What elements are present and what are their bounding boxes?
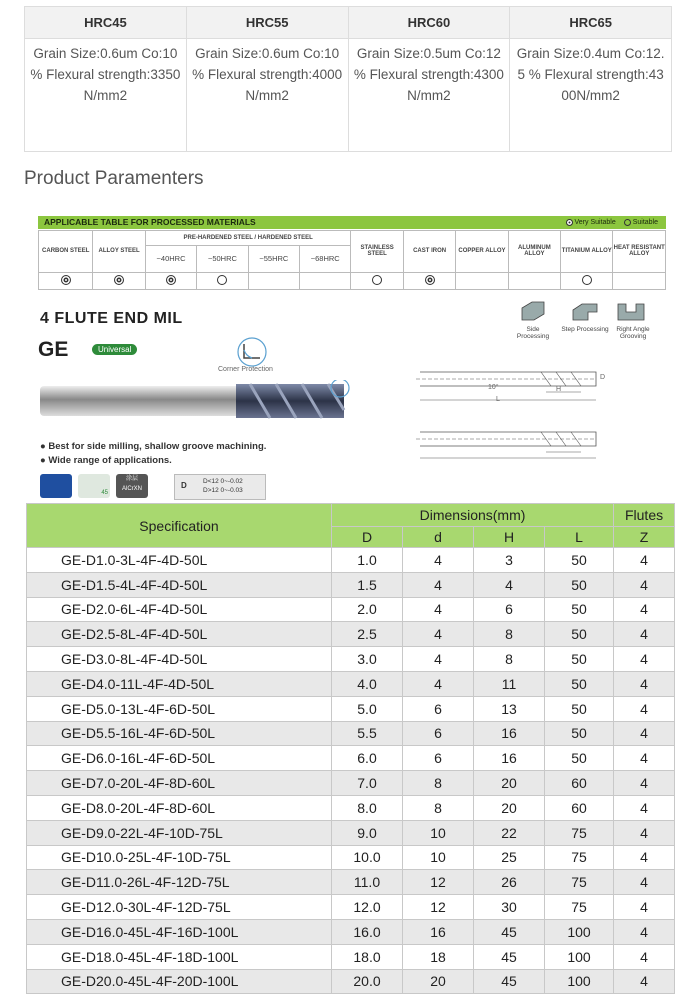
table-row: [27, 944, 675, 969]
spec-value-cell: 7.0: [332, 771, 403, 796]
spec-col-header: Z: [614, 527, 675, 548]
spec-name-cell: GE-D9.0-22L-4F-10D-75L: [27, 820, 332, 845]
spec-value-cell: 4: [614, 746, 675, 771]
table-row: [27, 671, 675, 696]
table-row: [27, 647, 675, 672]
spec-name-cell: GE-D4.0-11L-4F-4D-50L: [27, 671, 332, 696]
tolerance-symbol: D: [181, 481, 187, 490]
legend-very-suitable: Very Suitable: [574, 219, 616, 226]
spec-name-cell: GE-D20.0-45L-4F-20D-100L: [27, 969, 332, 994]
drawing-h-label: H: [556, 386, 562, 393]
spec-value-cell: 3: [474, 548, 545, 573]
spec-value-cell: 2.5: [332, 622, 403, 647]
material-heat-resistant: HEAT RESISTANT ALLOY: [613, 231, 666, 273]
spec-value-cell: 6: [403, 721, 474, 746]
very-suitable-icon: [566, 219, 573, 226]
spec-value-cell: 100: [545, 944, 614, 969]
table-row: [27, 895, 675, 920]
table-row: [27, 919, 675, 944]
spec-value-cell: 75: [545, 870, 614, 895]
table-row: [27, 721, 675, 746]
coating-label: AlCrXN: [121, 486, 142, 492]
spec-value-cell: 4: [614, 771, 675, 796]
table-row: [27, 622, 675, 647]
spec-value-cell: 4: [614, 721, 675, 746]
spec-value-cell: 10: [403, 820, 474, 845]
spec-value-cell: 12: [403, 895, 474, 920]
spec-value-cell: 45: [474, 969, 545, 994]
step-processing-icon: [570, 300, 600, 324]
spec-value-cell: 100: [545, 919, 614, 944]
spec-value-cell: 50: [545, 622, 614, 647]
material-hrc50: ~50HRC: [197, 245, 248, 272]
tolerance-line: D>12 0~-0.03: [203, 487, 243, 494]
spec-value-cell: 13: [474, 696, 545, 721]
table-row: [27, 870, 675, 895]
bullet-text: Best for side milling, shallow groove machining.: [48, 441, 267, 452]
spec-value-cell: 5.5: [332, 721, 403, 746]
spec-value-cell: 22: [474, 820, 545, 845]
applicable-table-title: APPLICABLE TABLE FOR PROCESSED MATERIALS: [44, 217, 256, 227]
spec-header-dimensions: Dimensions(mm): [332, 504, 614, 527]
suitability-legend: [560, 216, 659, 229]
spec-value-cell: 20.0: [332, 969, 403, 994]
bullet-item: ● Best for side milling, shallow groove machining.: [40, 441, 267, 452]
spec-name-cell: GE-D5.5-16L-4F-6D-50L: [27, 721, 332, 746]
spec-value-cell: 11.0: [332, 870, 403, 895]
hrc-cell-text: Grain Size:0.5um Co:12 % Flexural strength:4300N/mm2: [353, 46, 504, 103]
table-row: [27, 548, 675, 573]
spec-value-cell: 100: [545, 969, 614, 994]
material-copper: COPPER ALLOY: [456, 231, 508, 273]
technical-drawing-icon: [406, 364, 646, 464]
spec-value-cell: 4: [614, 845, 675, 870]
spec-value-cell: 50: [545, 721, 614, 746]
suitability-cell: [508, 272, 560, 289]
table-row: [27, 969, 675, 994]
process-label: Step Processing: [561, 326, 609, 333]
spec-value-cell: 3.0: [332, 647, 403, 672]
process-label: Side Processing: [516, 326, 550, 340]
hrc-cell: [186, 39, 348, 152]
spec-value-cell: 10.0: [332, 845, 403, 870]
spec-value-cell: 50: [545, 572, 614, 597]
table-row: [27, 597, 675, 622]
very-suitable-icon: [61, 275, 71, 285]
spec-value-cell: 4: [614, 944, 675, 969]
spec-value-cell: 18: [403, 944, 474, 969]
table-row: [27, 572, 675, 597]
table-row: [27, 795, 675, 820]
side-processing-icon: [518, 300, 548, 324]
spec-value-cell: 4: [614, 795, 675, 820]
spec-value-cell: 50: [545, 746, 614, 771]
feature-bullets: [40, 440, 266, 468]
drawing-d-label: D: [600, 374, 606, 381]
material-titanium: TITANIUM ALLOY: [561, 231, 613, 273]
spec-value-cell: 4: [614, 647, 675, 672]
right-angle-grooving-icon: [616, 300, 646, 324]
materials-table: [38, 230, 666, 290]
hrc-cell: [510, 39, 672, 152]
corner-protection-label: Corner Protection: [218, 366, 273, 373]
very-suitable-icon: [114, 275, 124, 285]
spec-value-cell: 4: [614, 919, 675, 944]
spec-value-cell: 6: [403, 696, 474, 721]
spec-name-cell: GE-D2.5-8L-4F-4D-50L: [27, 622, 332, 647]
hrc-cell: [348, 39, 510, 152]
spec-value-cell: 9.0: [332, 820, 403, 845]
legend-suitable: Suitable: [632, 219, 658, 226]
spec-value-cell: 30: [474, 895, 545, 920]
spec-value-cell: 6: [403, 746, 474, 771]
helix-angle-value: 45: [101, 490, 108, 496]
spec-value-cell: 4: [614, 597, 675, 622]
spec-value-cell: 50: [545, 647, 614, 672]
spec-value-cell: 50: [545, 696, 614, 721]
spec-value-cell: 16: [403, 919, 474, 944]
tolerance-line: D<12 0~-0.02: [203, 478, 243, 485]
material-prehardened: PRE-HARDENED STEEL / HARDENED STEEL: [145, 231, 351, 246]
spec-col-header: L: [545, 527, 614, 548]
spec-value-cell: 20: [474, 771, 545, 796]
spec-value-cell: 16: [474, 721, 545, 746]
hrc-cell: [25, 39, 187, 152]
spec-header-specification: Specification: [27, 504, 332, 548]
suitability-cell: [613, 272, 666, 289]
spec-value-cell: 4: [403, 597, 474, 622]
spec-value-cell: 18.0: [332, 944, 403, 969]
spec-value-cell: 16: [474, 746, 545, 771]
spec-value-cell: 20: [474, 795, 545, 820]
material-aluminum: ALUMINUM ALLOY: [508, 231, 560, 273]
spec-value-cell: 6: [474, 597, 545, 622]
material-castiron: CAST IRON: [403, 231, 455, 273]
spec-value-cell: 1.0: [332, 548, 403, 573]
spec-col-header: H: [474, 527, 545, 548]
spec-value-cell: 4: [614, 969, 675, 994]
material-carbon: CARBON STEEL: [39, 231, 93, 273]
suitable-icon: [372, 275, 382, 285]
suitability-cell: [403, 272, 455, 289]
helix-angle-icon: [78, 474, 110, 498]
suitability-cell: [197, 272, 248, 289]
feature-icons: [40, 474, 148, 498]
series-name: GE: [38, 338, 69, 361]
spec-col-header: d: [403, 527, 474, 548]
very-suitable-icon: [425, 275, 435, 285]
spec-value-cell: 2.0: [332, 597, 403, 622]
spec-value-cell: 1.5: [332, 572, 403, 597]
spec-name-cell: GE-D1.0-3L-4F-4D-50L: [27, 548, 332, 573]
spec-value-cell: 60: [545, 771, 614, 796]
four-flute-icon: [40, 474, 72, 498]
universal-badge: Universal: [92, 344, 137, 355]
spec-name-cell: GE-D16.0-45L-4F-16D-100L: [27, 919, 332, 944]
end-mill-photo-icon: [40, 380, 350, 424]
spec-value-cell: 45: [474, 919, 545, 944]
drawing-angle-label: 10°: [488, 384, 499, 391]
suitability-cell: [248, 272, 299, 289]
spec-value-cell: 4: [403, 671, 474, 696]
coating-top-label: 涂层: [125, 476, 138, 482]
suitability-cell: [39, 272, 93, 289]
suitable-icon: [624, 219, 631, 226]
product-catalog-image: [26, 204, 674, 504]
spec-value-cell: 8.0: [332, 795, 403, 820]
spec-value-cell: 8: [474, 647, 545, 672]
hrc-cell-text: Grain Size:0.6um Co:10 % Flexural strength:4000N/mm2: [192, 46, 343, 103]
process-label: Right Angle Grooving: [616, 326, 650, 340]
spec-value-cell: 75: [545, 820, 614, 845]
bullet-text: Wide range of applications.: [48, 455, 172, 466]
material-hrc68: ~68HRC: [300, 245, 351, 272]
suitability-cell: [561, 272, 613, 289]
spec-value-cell: 50: [545, 671, 614, 696]
hrc-cell-text: Grain Size:0.4um Co:12.5 % Flexural strength:4300N/mm2: [516, 46, 665, 103]
table-row: [27, 771, 675, 796]
hrc-header: HRC60: [348, 7, 510, 39]
suitable-icon: [582, 275, 592, 285]
suitability-cell: [93, 272, 145, 289]
spec-name-cell: GE-D5.0-13L-4F-6D-50L: [27, 696, 332, 721]
spec-value-cell: 75: [545, 845, 614, 870]
spec-value-cell: 4: [403, 548, 474, 573]
table-row: [27, 696, 675, 721]
spec-value-cell: 25: [474, 845, 545, 870]
spec-value-cell: 60: [545, 795, 614, 820]
material-alloy: ALLOY STEEL: [93, 231, 145, 273]
section-title: Product Paramenters: [24, 168, 204, 189]
suitability-cell: [145, 272, 196, 289]
suitability-cell: [351, 272, 403, 289]
spec-value-cell: 20: [403, 969, 474, 994]
spec-value-cell: 45: [474, 944, 545, 969]
applicable-table-header: [38, 216, 666, 229]
spec-name-cell: GE-D8.0-20L-4F-8D-60L: [27, 795, 332, 820]
spec-value-cell: 4: [474, 572, 545, 597]
specification-table: [26, 503, 675, 994]
spec-value-cell: 75: [545, 895, 614, 920]
spec-col-header: D: [332, 527, 403, 548]
spec-name-cell: GE-D18.0-45L-4F-18D-100L: [27, 944, 332, 969]
spec-value-cell: 8: [403, 795, 474, 820]
spec-value-cell: 16.0: [332, 919, 403, 944]
spec-value-cell: 26: [474, 870, 545, 895]
spec-value-cell: 4: [614, 870, 675, 895]
hrc-header: HRC65: [510, 7, 672, 39]
spec-name-cell: GE-D2.0-6L-4F-4D-50L: [27, 597, 332, 622]
table-row: [27, 845, 675, 870]
hrc-header: HRC55: [186, 7, 348, 39]
spec-value-cell: 4: [614, 671, 675, 696]
product-title: 4 FLUTE END MIL: [40, 310, 183, 327]
hrc-grade-table: [24, 6, 672, 152]
spec-value-cell: 12.0: [332, 895, 403, 920]
spec-value-cell: 4: [614, 820, 675, 845]
material-hrc40: ~40HRC: [145, 245, 196, 272]
spec-value-cell: 8: [403, 771, 474, 796]
spec-value-cell: 12: [403, 870, 474, 895]
material-stainless: STAINLESS STEEL: [351, 231, 403, 273]
spec-value-cell: 50: [545, 548, 614, 573]
spec-name-cell: GE-D11.0-26L-4F-12D-75L: [27, 870, 332, 895]
suitability-cell: [456, 272, 508, 289]
material-hrc55: ~55HRC: [248, 245, 299, 272]
spec-value-cell: 10: [403, 845, 474, 870]
table-row: [27, 746, 675, 771]
table-row: [27, 820, 675, 845]
spec-name-cell: GE-D1.5-4L-4F-4D-50L: [27, 572, 332, 597]
suitable-icon: [217, 275, 227, 285]
spec-value-cell: 4: [403, 647, 474, 672]
spec-value-cell: 4: [614, 696, 675, 721]
spec-value-cell: 4: [614, 622, 675, 647]
spec-name-cell: GE-D10.0-25L-4F-10D-75L: [27, 845, 332, 870]
spec-value-cell: 4: [614, 895, 675, 920]
bullet-item: ● Wide range of applications.: [40, 455, 172, 466]
spec-value-cell: 50: [545, 597, 614, 622]
spec-value-cell: 4: [403, 572, 474, 597]
spec-name-cell: GE-D3.0-8L-4F-4D-50L: [27, 647, 332, 672]
spec-value-cell: 4: [614, 548, 675, 573]
spec-name-cell: GE-D7.0-20L-4F-8D-60L: [27, 771, 332, 796]
spec-name-cell: GE-D12.0-30L-4F-12D-75L: [27, 895, 332, 920]
hrc-header: HRC45: [25, 7, 187, 39]
spec-value-cell: 4.0: [332, 671, 403, 696]
hrc-cell-text: Grain Size:0.6um Co:10 % Flexural strength:3350N/mm2: [30, 46, 181, 103]
spec-header-flutes: Flutes: [614, 504, 675, 527]
spec-value-cell: 5.0: [332, 696, 403, 721]
spec-table-body: [27, 548, 675, 994]
spec-value-cell: 6.0: [332, 746, 403, 771]
spec-value-cell: 8: [474, 622, 545, 647]
very-suitable-icon: [166, 275, 176, 285]
tolerance-box: [174, 474, 266, 500]
coating-icon: [116, 474, 148, 498]
spec-value-cell: 4: [403, 622, 474, 647]
drawing-l-label: L: [496, 396, 500, 403]
spec-value-cell: 11: [474, 671, 545, 696]
suitability-cell: [300, 272, 351, 289]
spec-value-cell: 4: [614, 572, 675, 597]
spec-name-cell: GE-D6.0-16L-4F-6D-50L: [27, 746, 332, 771]
